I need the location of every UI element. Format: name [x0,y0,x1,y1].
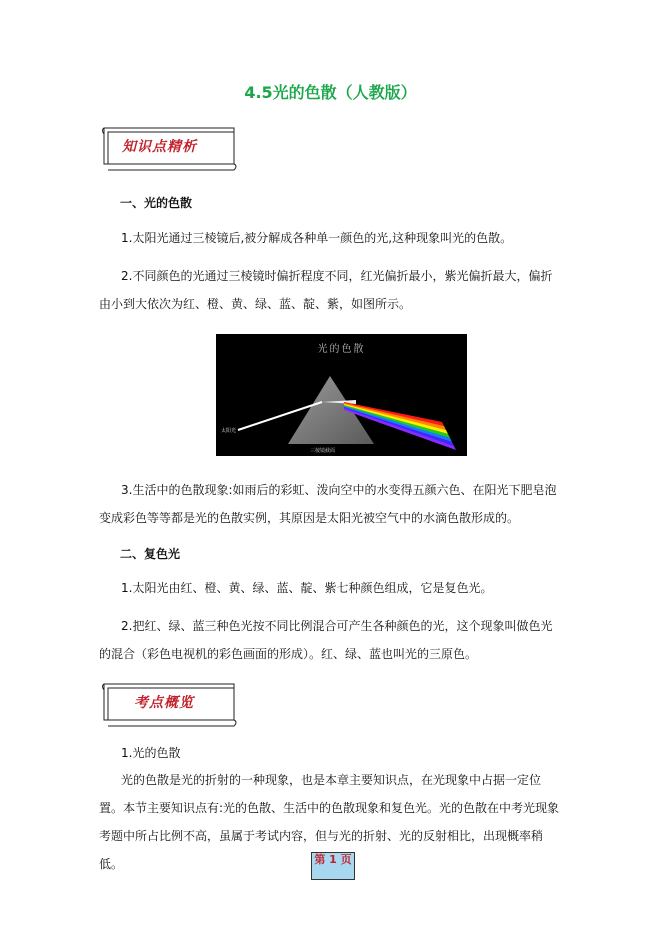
section-heading: 一、光的色散 [120,196,193,210]
section-banner-knowledge [100,124,240,172]
paragraph: 光的色散是光的折射的一种现象，也是本章主要知识点，在光现象中占据一定位置。本节主要知识点有:光的色散、生活中的色散现象和复色光。光的色散在中考光现象考题中所占比例不高，虽属于考试内容，但与光的折射、光的反射相比，出现概率稍低。 [99,773,560,871]
figure-title: 光的色散 [317,344,366,355]
figure-label-light: 太阳光 [221,428,237,434]
section-heading: 二、复色光 [120,547,181,561]
paragraph: 1.太阳光由红、橙、黄、绿、蓝、靛、紫七种颜色组成，它是复色光。 [121,581,493,595]
prism-figure [216,334,467,456]
list-item: 1.光的色散 [121,746,181,760]
page-number-badge: 第 1 页 [311,852,355,880]
paragraph: 3.生活中的色散现象:如雨后的彩虹、泼向空中的水变得五颜六色、在阳光下肥皂泡变成彩色等等都是光的色散实例，其原因是太阳光被空气中的水滴色散形成的。 [99,483,557,525]
paragraph: 2.把红、绿、蓝三种色光按不同比例混合可产生各种颜色的光，这个现象叫做色光的混合（彩色电视机的彩色画面的形成）。红、绿、蓝也叫光的三原色。 [99,619,553,661]
paragraph: 2.不同颜色的光通过三棱镜时偏折程度不同，红光偏折最小，紫光偏折最大，偏折由小到大依次为红、橙、黄、绿、蓝、靛、紫，如图所示。 [99,269,553,311]
page-title: 4.5光的色散（人教版） [244,83,417,102]
banner-label: 知识点精析 [122,139,197,155]
paragraph: 1.太阳光通过三棱镜后,被分解成各种单一颜色的光,这种现象叫光的色散。 [121,231,513,245]
section-banner-exam [100,680,240,728]
banner-label: 考点概览 [134,695,194,711]
figure-label-prism: 三棱镜截面 [310,448,336,454]
